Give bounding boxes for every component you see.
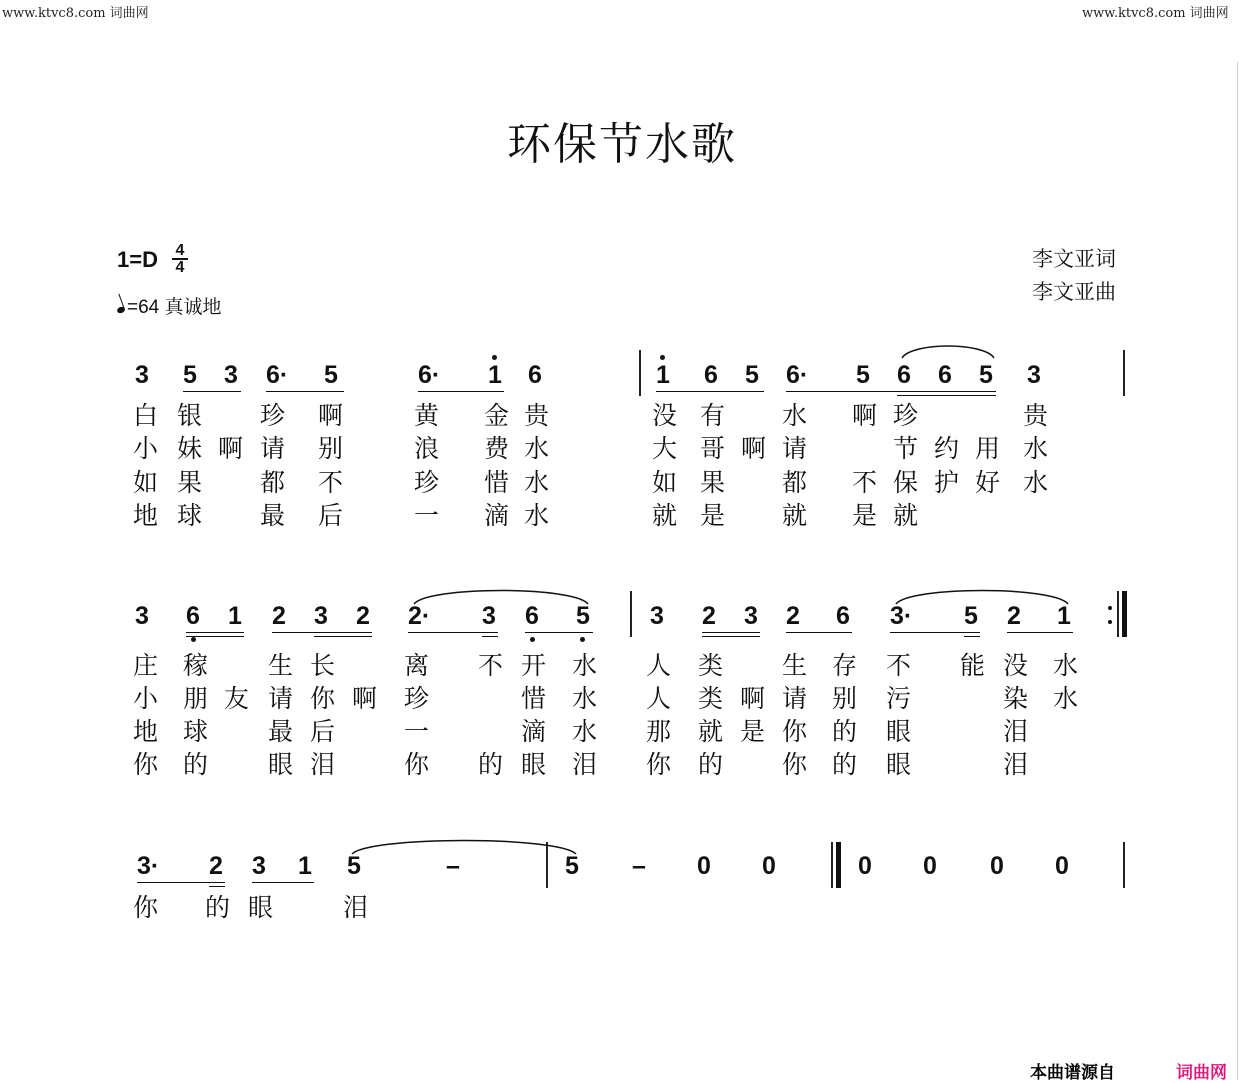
composer-credit: 李文亚曲 bbox=[1032, 280, 1116, 304]
watermark-left: www.ktvc8.com 词曲网 bbox=[2, 6, 149, 21]
note: 6 bbox=[528, 361, 542, 389]
beam bbox=[209, 886, 225, 887]
lyric: 污 bbox=[886, 684, 912, 713]
note: 6· bbox=[266, 361, 289, 389]
lyric: 球 bbox=[177, 501, 203, 530]
note: 0 bbox=[697, 852, 711, 880]
lyric: 小 bbox=[133, 434, 159, 463]
beam bbox=[418, 391, 504, 392]
lyric: 啊 bbox=[318, 401, 344, 430]
note: 5 bbox=[576, 602, 590, 630]
lyric: 水 bbox=[524, 501, 550, 530]
lyric: 开 bbox=[521, 651, 547, 680]
beam bbox=[702, 632, 760, 633]
lyric: 请 bbox=[782, 434, 808, 463]
lyric: 别 bbox=[318, 434, 344, 463]
lyric: 水 bbox=[1023, 468, 1049, 497]
lyric: 金 bbox=[484, 401, 510, 430]
lyric: 朋 bbox=[183, 684, 209, 713]
lyric: 如 bbox=[652, 468, 678, 497]
note: 5 bbox=[856, 361, 870, 389]
note: 3 bbox=[650, 602, 664, 630]
lyric: 好 bbox=[975, 468, 1001, 497]
note: 5 bbox=[964, 602, 978, 630]
lyric: 别 bbox=[832, 684, 858, 713]
lyric: 能 bbox=[960, 651, 986, 680]
lyric: 的 bbox=[698, 750, 724, 779]
tempo-text: =64 真诚地 bbox=[127, 297, 222, 318]
lyric: 的 bbox=[478, 750, 504, 779]
end-repeat-barline bbox=[1122, 591, 1127, 637]
lyric: 类 bbox=[698, 684, 724, 713]
lyric: 不 bbox=[318, 468, 344, 497]
lyric: 你 bbox=[646, 750, 672, 779]
note: 0 bbox=[1055, 852, 1069, 880]
lyric: 就 bbox=[652, 501, 678, 530]
note: 0 bbox=[990, 852, 1004, 880]
lyric: 的 bbox=[183, 750, 209, 779]
note: 5 bbox=[347, 852, 361, 880]
lyric: 泪 bbox=[1003, 717, 1029, 746]
lyric: 就 bbox=[893, 501, 919, 530]
note: 3 bbox=[744, 602, 758, 630]
lyric: 不 bbox=[478, 651, 504, 680]
note: 2 bbox=[209, 852, 223, 880]
lyric: 有 bbox=[700, 401, 726, 430]
beam bbox=[1007, 632, 1073, 633]
time-signature-top: 4 bbox=[175, 242, 185, 259]
lyric: 眼 bbox=[268, 750, 294, 779]
note: 5 bbox=[565, 852, 579, 880]
lyric: 惜 bbox=[521, 684, 547, 713]
repeat-dot bbox=[1108, 606, 1112, 610]
lyric: 果 bbox=[177, 468, 203, 497]
lyric: 染 bbox=[1003, 684, 1029, 713]
lyric: 啊 bbox=[740, 684, 766, 713]
note: 1 bbox=[488, 361, 502, 389]
note: 5 bbox=[979, 361, 993, 389]
beam bbox=[272, 632, 372, 633]
note: 5 bbox=[745, 361, 759, 389]
lyric: 都 bbox=[260, 468, 286, 497]
lyric: 你 bbox=[133, 750, 159, 779]
slur bbox=[350, 834, 578, 856]
lyric: 眼 bbox=[248, 893, 274, 922]
slur bbox=[412, 584, 590, 606]
lyricist-credit: 李文亚词 bbox=[1032, 247, 1116, 271]
lyric: 是 bbox=[740, 717, 766, 746]
lyric: 的 bbox=[832, 750, 858, 779]
lyric: 用 bbox=[975, 434, 1001, 463]
beam bbox=[656, 391, 764, 392]
lyric: 人 bbox=[646, 684, 672, 713]
note: 1 bbox=[228, 602, 242, 630]
lyric: 你 bbox=[133, 893, 159, 922]
start-repeat-barline bbox=[836, 842, 841, 888]
note: 6· bbox=[786, 361, 809, 389]
note: 3 bbox=[314, 602, 328, 630]
barline bbox=[639, 350, 641, 396]
lyric: 浪 bbox=[414, 434, 440, 463]
lyric: 友 bbox=[224, 684, 250, 713]
lyric: 没 bbox=[652, 401, 678, 430]
lyric: 啊 bbox=[352, 684, 378, 713]
lyric: 珍 bbox=[404, 684, 430, 713]
lyric: 就 bbox=[698, 717, 724, 746]
lyric: 水 bbox=[1053, 684, 1079, 713]
lyric: 存 bbox=[832, 651, 858, 680]
note: 0 bbox=[858, 852, 872, 880]
lyric: 你 bbox=[404, 750, 430, 779]
note: 3· bbox=[137, 852, 160, 880]
note: 2 bbox=[272, 602, 286, 630]
lyric: 约 bbox=[934, 434, 960, 463]
note: 6 bbox=[938, 361, 952, 389]
lyric: 稼 bbox=[183, 651, 209, 680]
lyric: 不 bbox=[852, 468, 878, 497]
slur bbox=[900, 340, 996, 360]
lyric: 是 bbox=[700, 501, 726, 530]
barline bbox=[831, 842, 833, 888]
note: 6 bbox=[525, 602, 539, 630]
beam bbox=[266, 391, 344, 392]
note: 1 bbox=[656, 361, 670, 389]
lyric: 人 bbox=[646, 651, 672, 680]
lyric: 都 bbox=[782, 468, 808, 497]
lyric: 果 bbox=[700, 468, 726, 497]
lyric: 啊 bbox=[218, 434, 244, 463]
repeat-dot bbox=[1108, 620, 1112, 624]
lyric: 地 bbox=[133, 501, 159, 530]
lyric: 水 bbox=[524, 434, 550, 463]
beam bbox=[137, 882, 225, 883]
lyric: 费 bbox=[484, 434, 510, 463]
note: 6· bbox=[418, 361, 441, 389]
lyric: 请 bbox=[268, 684, 294, 713]
note: 3· bbox=[890, 602, 913, 630]
lyric: 大 bbox=[652, 434, 678, 463]
lyric: 你 bbox=[310, 684, 336, 713]
octave-dot bbox=[660, 355, 665, 360]
note: 0 bbox=[923, 852, 937, 880]
note: – bbox=[632, 852, 646, 880]
lyric: 生 bbox=[782, 651, 808, 680]
note: 3 bbox=[135, 602, 149, 630]
lyric: 是 bbox=[852, 501, 878, 530]
note: 5 bbox=[324, 361, 338, 389]
lyric: 眼 bbox=[886, 717, 912, 746]
note: 3 bbox=[252, 852, 266, 880]
lyric: 就 bbox=[782, 501, 808, 530]
page-edge-line bbox=[1237, 62, 1238, 1080]
lyric: 后 bbox=[310, 717, 336, 746]
lyric: 一 bbox=[414, 501, 440, 530]
lyric: 黄 bbox=[414, 401, 440, 430]
note: 2 bbox=[356, 602, 370, 630]
lyric: 眼 bbox=[521, 750, 547, 779]
lyric: 长 bbox=[310, 651, 336, 680]
lyric: 白 bbox=[133, 401, 159, 430]
footer-site-link[interactable]: 词曲网 bbox=[1176, 1063, 1227, 1082]
note: 5 bbox=[183, 361, 197, 389]
note: 3 bbox=[135, 361, 149, 389]
lyric: 珍 bbox=[893, 401, 919, 430]
beam bbox=[183, 391, 241, 392]
lyric: 球 bbox=[183, 717, 209, 746]
lyric: 地 bbox=[133, 717, 159, 746]
lyric: 的 bbox=[832, 717, 858, 746]
note: 1 bbox=[298, 852, 312, 880]
lyric: 水 bbox=[1023, 434, 1049, 463]
tempo-marking bbox=[117, 292, 222, 319]
low-octave-dot bbox=[530, 637, 535, 642]
lyric: 类 bbox=[698, 651, 724, 680]
beam bbox=[186, 632, 244, 633]
watermark-right: www.ktvc8.com 词曲网 bbox=[1082, 6, 1229, 21]
lyric: 水 bbox=[572, 717, 598, 746]
lyric: 眼 bbox=[886, 750, 912, 779]
lyric: 后 bbox=[318, 501, 344, 530]
beam bbox=[482, 636, 498, 637]
barline bbox=[1123, 842, 1125, 888]
quarter-note-icon bbox=[116, 306, 126, 314]
note: 6 bbox=[836, 602, 850, 630]
lyric: 不 bbox=[886, 651, 912, 680]
beam bbox=[252, 882, 314, 883]
note: 3 bbox=[1027, 361, 1041, 389]
note: 3 bbox=[482, 602, 496, 630]
lyric: 泪 bbox=[1003, 750, 1029, 779]
beam bbox=[186, 636, 244, 637]
footer-source: 本曲谱源自 bbox=[1030, 1063, 1115, 1082]
note: 3 bbox=[224, 361, 238, 389]
beam bbox=[408, 632, 498, 633]
song-title: 环保节水歌 bbox=[507, 119, 737, 170]
note: – bbox=[446, 852, 460, 880]
note: 0 bbox=[762, 852, 776, 880]
lyric: 滴 bbox=[521, 717, 547, 746]
lyric: 银 bbox=[177, 401, 203, 430]
time-signature-bottom: 4 bbox=[172, 258, 188, 275]
lyric: 你 bbox=[782, 717, 808, 746]
lyric: 水 bbox=[572, 684, 598, 713]
lyric: 珍 bbox=[260, 401, 286, 430]
low-octave-dot bbox=[191, 637, 196, 642]
lyric: 请 bbox=[260, 434, 286, 463]
note: 6 bbox=[897, 361, 911, 389]
lyric: 小 bbox=[133, 684, 159, 713]
lyric: 啊 bbox=[741, 434, 767, 463]
lyric: 水 bbox=[1053, 651, 1079, 680]
barline bbox=[630, 591, 632, 637]
lyric: 护 bbox=[934, 468, 960, 497]
lyric: 泪 bbox=[310, 750, 336, 779]
note: 2 bbox=[702, 602, 716, 630]
lyric: 最 bbox=[260, 501, 286, 530]
beam bbox=[786, 632, 852, 633]
beam bbox=[897, 395, 996, 396]
lyric: 惜 bbox=[484, 468, 510, 497]
beam bbox=[890, 632, 980, 633]
beam bbox=[525, 632, 593, 633]
lyric: 滴 bbox=[484, 501, 510, 530]
lyric: 的 bbox=[205, 893, 231, 922]
lyric: 水 bbox=[524, 468, 550, 497]
lyric: 你 bbox=[782, 750, 808, 779]
lyric: 保 bbox=[893, 468, 919, 497]
lyric: 庄 bbox=[133, 651, 159, 680]
beam bbox=[702, 636, 760, 637]
note: 2 bbox=[786, 602, 800, 630]
lyric: 泪 bbox=[343, 893, 369, 922]
time-signature bbox=[172, 243, 188, 275]
key-signature: 1=D bbox=[117, 247, 158, 272]
lyric: 生 bbox=[268, 651, 294, 680]
lyric: 贵 bbox=[1023, 401, 1049, 430]
barline bbox=[1123, 350, 1125, 396]
lyric: 离 bbox=[404, 651, 430, 680]
lyric: 一 bbox=[404, 717, 430, 746]
lyric: 泪 bbox=[572, 750, 598, 779]
beam bbox=[314, 636, 372, 637]
lyric: 水 bbox=[782, 401, 808, 430]
slur bbox=[894, 584, 1070, 606]
lyric: 妹 bbox=[177, 434, 203, 463]
lyric: 贵 bbox=[524, 401, 550, 430]
lyric: 水 bbox=[572, 651, 598, 680]
lyric: 没 bbox=[1003, 651, 1029, 680]
note: 2 bbox=[1007, 602, 1021, 630]
lyric: 哥 bbox=[700, 434, 726, 463]
note: 6 bbox=[704, 361, 718, 389]
note: 6 bbox=[186, 602, 200, 630]
low-octave-dot bbox=[580, 637, 585, 642]
lyric: 啊 bbox=[852, 401, 878, 430]
beam bbox=[964, 636, 980, 637]
lyric: 最 bbox=[268, 717, 294, 746]
note: 2· bbox=[408, 602, 431, 630]
note: 1 bbox=[1057, 602, 1071, 630]
lyric: 那 bbox=[646, 717, 672, 746]
beam bbox=[856, 391, 996, 392]
lyric: 如 bbox=[133, 468, 159, 497]
lyric: 请 bbox=[782, 684, 808, 713]
lyric: 节 bbox=[893, 434, 919, 463]
octave-dot bbox=[492, 355, 497, 360]
lyric: 珍 bbox=[414, 468, 440, 497]
barline bbox=[1117, 591, 1119, 637]
